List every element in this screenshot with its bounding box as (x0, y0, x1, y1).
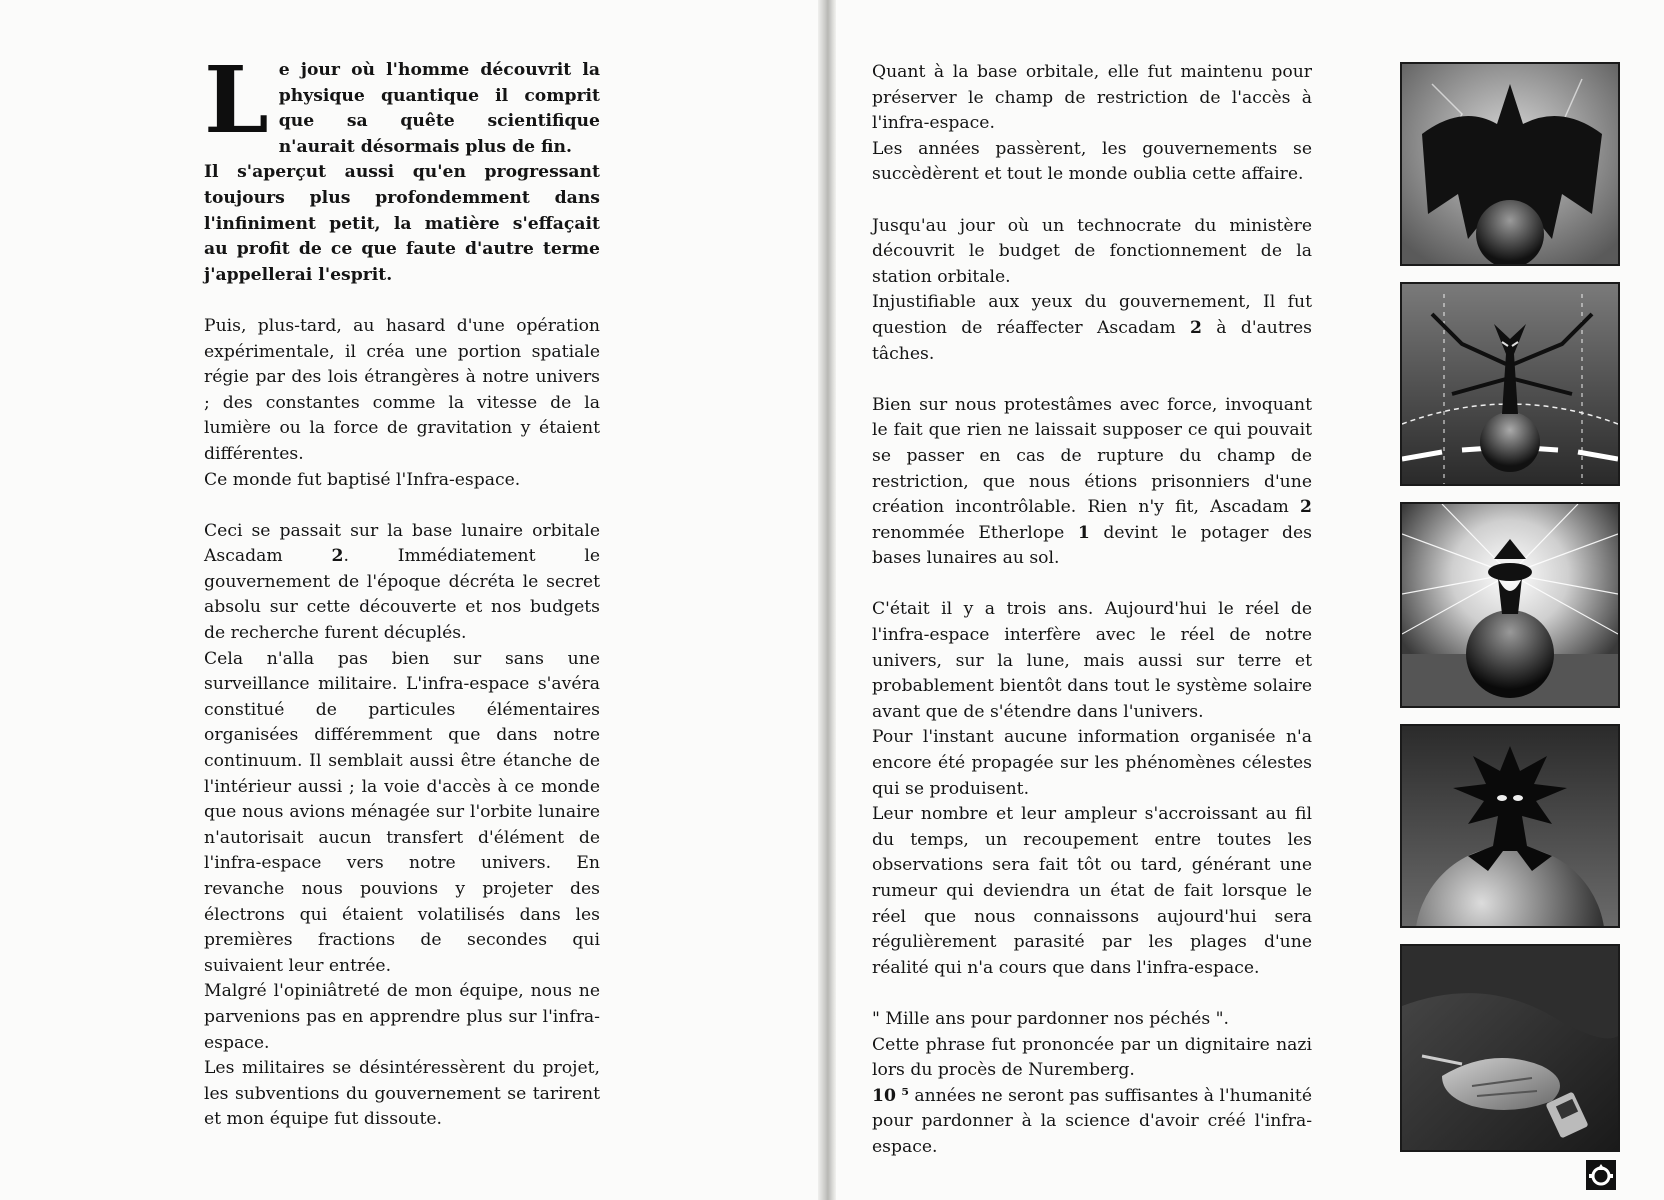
paragraph: Quant à la base orbitale, elle fut maintenu pour préserver le champ de restriction de l'accès à l'infra-espace. (872, 62, 1312, 134)
hand-device-illustration (1400, 944, 1620, 1152)
paragraph: Cette phrase fut prononcée par un dignitaire nazi lors du procès de Nuremberg. (872, 1034, 1312, 1081)
paragraph: Les militaires se désintéressèrent du projet, les subventions du gouvernement se tarirent et mon équipe fut dissoute. (204, 1058, 600, 1130)
radiant-idol-icon (1402, 504, 1618, 706)
paragraph: Pour l'instant aucune information organisée n'a encore été propagée sur les phénomènes célestes qui se produisent. (872, 727, 1312, 799)
circle-logo-icon (1586, 1160, 1616, 1190)
antenna-creature-icon (1402, 284, 1618, 484)
intro-text: e jour où l'homme découvrit la physique quantique il comprit que sa quête scientifique n'aurait désormais plus de fin. (278, 60, 600, 157)
paragraph: 10 ⁵ années ne seront pas suffisantes à l'humanité pour pardonner à la science d'avoir créé l'infra-espace. (872, 1085, 1312, 1157)
paragraph: Ceci se passait sur la base lunaire orbitale Ascadam 2. Immédiatement le gouvernement de l'époque décréta le secret absolu sur cette découverte et nos budgets de recherche furent décuplés. (204, 520, 601, 644)
paragraph (204, 46, 600, 160)
paragraph: Bien sur nous protestâmes avec force, invoquant le fait que rien ne laissait supposer ce qui pouvait se passer en cas de rupture du champ de restriction, que nous étions prisonniers d'une création incontrôlable. Rien n'y fit, Ascadam 2 renommée Etherlope 1 devint le potager des bases lunaires au sol. (872, 394, 1312, 569)
paragraph: " Mille ans pour pardonner nos péchés ". (872, 1008, 1229, 1029)
left-text-column (204, 46, 601, 1133)
winged-demon-icon (1402, 64, 1618, 264)
page-gutter (818, 0, 836, 1200)
paragraph: Les années passèrent, les gouvernements se succèdèrent et tout le monde oublia cette affaire. (872, 138, 1312, 185)
right-text-column (872, 60, 1312, 1161)
winged-demon-illustration (1400, 62, 1620, 266)
paragraph: C'était il y a trois ans. Aujourd'hui le réel de l'infra-espace interfère avec le réel de notre univers, sur la lune, mais aussi sur terre et probablement bientôt dans tout le système solaire avant que de s'étendre dans l'univers. (872, 599, 1312, 722)
paragraph: Leur nombre et leur ampleur s'accroissant au fil du temps, un recoupement entre toutes les observations sera fait tôt ou tard, générant une rumeur qui deviendra un état de fait lorsque le réel que nous connaissons aujourd'hui sera régulièrement parasité par les plages d'une réalité qui n'a cours que dans l'infra-espace. (872, 804, 1312, 978)
paragraph: Il s'aperçut aussi qu'en progressant toujours plus profondemment dans l'infiniment petit, la matière s'effaçait au profit de ce que faute d'autre terme j'appellerai l'esprit. (204, 162, 600, 285)
paragraph: Jusqu'au jour où un technocrate du ministère découvrit le budget de fonctionnement de la station orbitale. (872, 215, 1312, 287)
paragraph: Malgré l'opiniâtreté de mon équipe, nous ne parvenions pas en apprendre plus sur l'infra-espace. (204, 981, 600, 1053)
hand-device-icon (1402, 946, 1618, 1150)
crouching-creature-illustration (1400, 724, 1620, 928)
antenna-creature-illustration (1400, 282, 1620, 486)
paragraph: Puis, plus-tard, au hasard d'une opération expérimentale, il créa une portion spatiale régie par des lois étrangères à notre univers ; des constantes comme la vitesse de la lumière ou la force de gravitation y étaient différentes. (204, 315, 600, 464)
crouching-creature-icon (1402, 726, 1618, 926)
paragraph: Ce monde fut baptisé l'Infra-espace. (204, 469, 521, 490)
paragraph: Cela n'alla pas bien sur sans une surveillance militaire. L'infra-espace s'avéra constitué de particules élémentaires organisées différemment que dans notre continuum. Il semblait aussi être étanche de l'intérieur aussi ; la voie d'accès à ce monde que nous avions ménagée sur l'orbite lunaire n'autorisait aucun transfert d'élément de l'infra-espace vers notre univers. En revanche nous pouvions y projeter des électrons qui étaient volatilisés dans les premières fractions de secondes qui suivaient leur entrée. (204, 648, 600, 976)
radiant-idol-illustration (1400, 502, 1620, 708)
paragraph: Injustifiable aux yeux du gouvernement, Il fut question de réaffecter Ascadam 2 à d'autres tâches. (872, 292, 1312, 364)
drop-cap: L (204, 46, 269, 154)
